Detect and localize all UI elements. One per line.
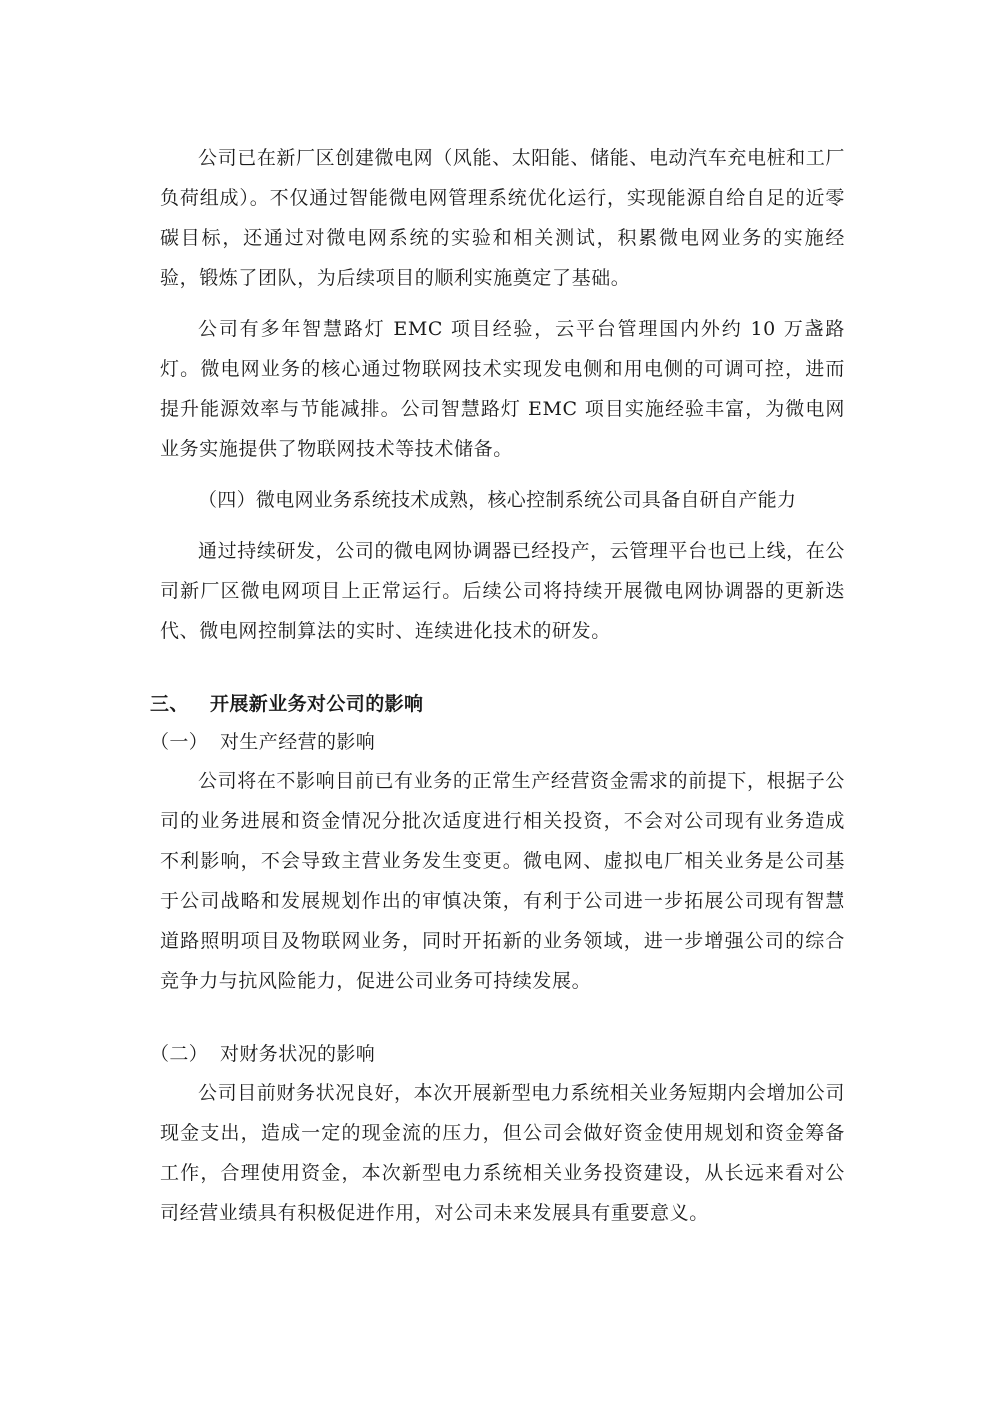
- paragraph-smart-streetlight: 公司有多年智慧路灯 EMC 项目经验，云平台管理国内外约 10 万盏路灯。微电网业务的核心通过物联网技术实现发电侧和用电侧的可调可控，进而提升能源效率与节能减排。公司智慧路灯 EMC 项目实施经验丰富，为微电网业务实施提供了物联网技术等技术储备。: [160, 318, 845, 460]
- subheading-technology-mature: （四）微电网业务系统技术成熟，核心控制系统公司具备自研自产能力: [198, 489, 797, 511]
- document-body: [150, 138, 845, 1233]
- subsection-heading-production: [150, 723, 845, 761]
- section-number: 三、: [150, 693, 189, 715]
- subsection-number: （二）: [150, 1043, 209, 1065]
- section-title: 开展新业务对公司的影响: [210, 693, 424, 715]
- subsection-title: 对财务状况的影响: [220, 1043, 376, 1065]
- paragraph-production-impact: 公司将在不影响目前已有业务的正常生产经营资金需求的前提下，根据子公司的业务进展和资金情况分批次适度进行相关投资，不会对公司现有业务造成不利影响，不会导致主营业务发生变更。微电网、虚拟电厂相关业务是公司基于公司战略和发展规划作出的审慎决策，有利于公司进一步拓展公司现有智慧道路照明项目及物联网业务，同时开拓新的业务领域，进一步增强公司的综合竞争力与抗风险能力，促进公司业务可持续发展。: [160, 770, 845, 992]
- section-heading-three: [150, 685, 845, 723]
- subsection-title: 对生产经营的影响: [220, 731, 376, 753]
- subsection-number: （一）: [150, 731, 209, 753]
- paragraph-continued-rnd: 通过持续研发，公司的微电网协调器已经投产，云管理平台也已上线，在公司新厂区微电网项目上正常运行。后续公司将持续开展微电网协调器的更新迭代、微电网控制算法的实时、连续进化技术的研发。: [160, 540, 845, 642]
- subsection-heading-financial: [150, 1035, 845, 1073]
- paragraph-financial-impact: 公司目前财务状况良好，本次开展新型电力系统相关业务短期内会增加公司现金支出，造成一定的现金流的压力，但公司会做好资金使用规划和资金筹备工作，合理使用资金，本次新型电力系统相关业务投资建设，从长远来看对公司经营业绩具有积极促进作用，对公司未来发展具有重要意义。: [160, 1082, 845, 1224]
- paragraph-microgrid-creation: 公司已在新厂区创建微电网（风能、太阳能、储能、电动汽车充电桩和工厂负荷组成）。不仅通过智能微电网管理系统优化运行，实现能源自给自足的近零碳目标，还通过对微电网系统的实验和相关测试，积累微电网业务的实施经验，锻炼了团队，为后续项目的顺利实施奠定了基础。: [160, 147, 845, 289]
